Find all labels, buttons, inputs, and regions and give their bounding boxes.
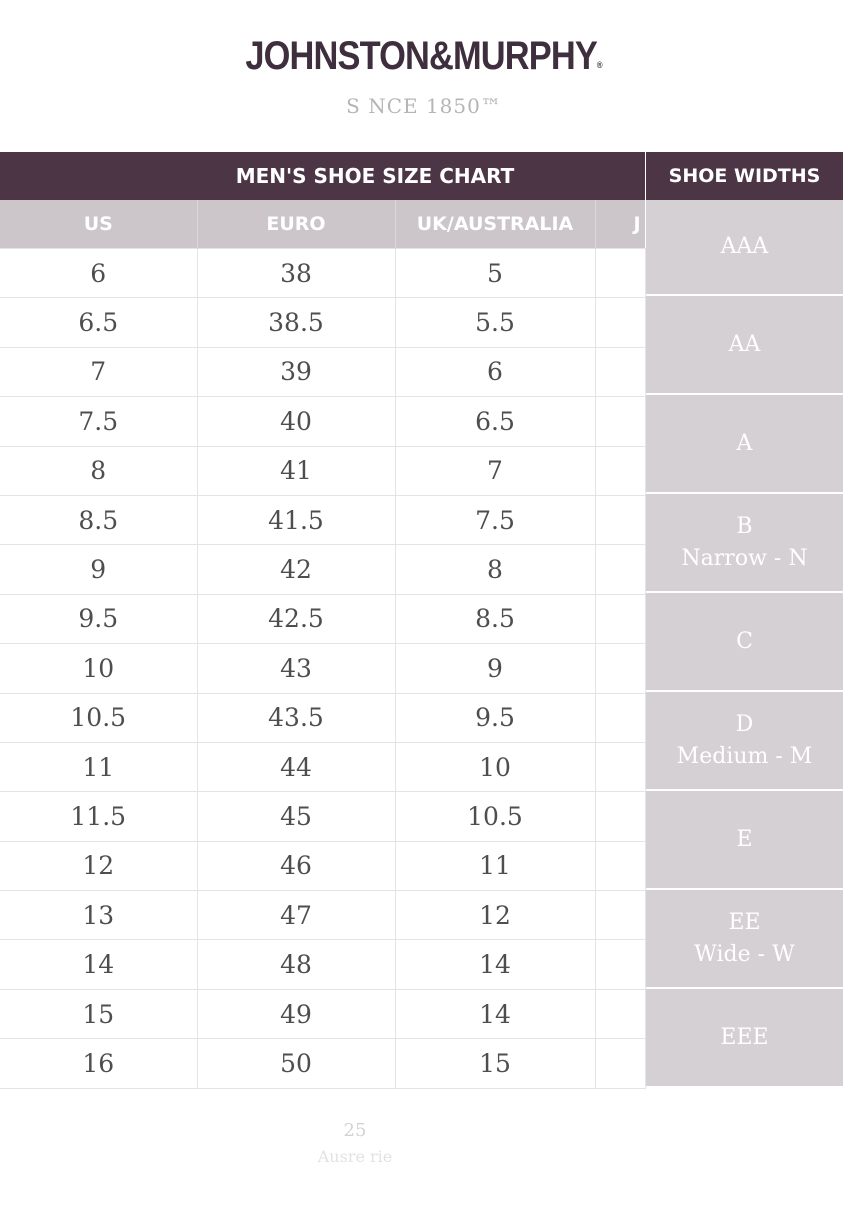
size-chart-body bbox=[0, 249, 645, 1089]
column-header-japan: J bbox=[595, 200, 645, 249]
table-row bbox=[0, 594, 645, 643]
table-row bbox=[0, 545, 645, 594]
size-cell-euro: 42 bbox=[197, 545, 395, 594]
width-code: EEE bbox=[720, 1024, 769, 1050]
size-cell-us: 16 bbox=[0, 1039, 197, 1088]
width-label: Medium - M bbox=[676, 743, 813, 769]
size-cell-japan bbox=[595, 545, 645, 594]
size-cell-uk-australia: 10 bbox=[395, 742, 595, 791]
table-row bbox=[0, 249, 645, 298]
size-cell-us: 6.5 bbox=[0, 298, 197, 347]
size-cell-us: 14 bbox=[0, 940, 197, 989]
table-row bbox=[0, 792, 645, 841]
size-cell-japan bbox=[595, 397, 645, 446]
size-cell-us: 11.5 bbox=[0, 792, 197, 841]
size-cell-euro: 39 bbox=[197, 347, 395, 396]
size-cell-japan bbox=[595, 989, 645, 1038]
table-row bbox=[0, 298, 645, 347]
width-block bbox=[646, 494, 843, 593]
size-cell-euro: 45 bbox=[197, 792, 395, 841]
width-code: AA bbox=[728, 331, 761, 357]
size-cell-uk-australia: 9 bbox=[395, 644, 595, 693]
table-row bbox=[0, 989, 645, 1038]
registered-mark: ® bbox=[596, 60, 603, 70]
size-cell-japan bbox=[595, 792, 645, 841]
size-cell-euro: 40 bbox=[197, 397, 395, 446]
size-cell-uk-australia: 7.5 bbox=[395, 495, 595, 544]
table-row bbox=[0, 841, 645, 890]
size-cell-japan bbox=[595, 891, 645, 940]
size-cell-uk-australia: 6.5 bbox=[395, 397, 595, 446]
page-footer bbox=[0, 1118, 710, 1170]
brand-tagline: S NCE 1850™ bbox=[346, 94, 502, 118]
size-cell-uk-australia: 11 bbox=[395, 841, 595, 890]
width-code: EE bbox=[728, 909, 761, 935]
size-cell-uk-australia: 15 bbox=[395, 1039, 595, 1088]
size-cell-uk-australia: 5.5 bbox=[395, 298, 595, 347]
size-cell-us: 7.5 bbox=[0, 397, 197, 446]
brand-name: JOHNSTON&MURPHY bbox=[245, 34, 597, 78]
table-row bbox=[0, 644, 645, 693]
size-cell-japan bbox=[595, 249, 645, 298]
size-cell-us: 6 bbox=[0, 249, 197, 298]
size-cell-euro: 46 bbox=[197, 841, 395, 890]
size-cell-uk-australia: 6 bbox=[395, 347, 595, 396]
size-cell-euro: 38.5 bbox=[197, 298, 395, 347]
size-cell-japan bbox=[595, 644, 645, 693]
size-cell-japan bbox=[595, 446, 645, 495]
size-cell-uk-australia: 8 bbox=[395, 545, 595, 594]
width-block bbox=[646, 890, 843, 989]
size-cell-uk-australia: 10.5 bbox=[395, 792, 595, 841]
size-cell-euro: 47 bbox=[197, 891, 395, 940]
size-cell-japan bbox=[595, 1039, 645, 1088]
table-row bbox=[0, 397, 645, 446]
width-block bbox=[646, 395, 843, 494]
width-label: Narrow - N bbox=[681, 545, 808, 571]
brand-logo bbox=[59, 34, 788, 79]
size-cell-us: 11 bbox=[0, 742, 197, 791]
size-cell-us: 13 bbox=[0, 891, 197, 940]
size-cell-euro: 38 bbox=[197, 249, 395, 298]
size-cell-japan bbox=[595, 495, 645, 544]
size-cell-us: 8.5 bbox=[0, 495, 197, 544]
size-cell-us: 10.5 bbox=[0, 693, 197, 742]
width-code: B bbox=[736, 513, 753, 539]
size-cell-euro: 41.5 bbox=[197, 495, 395, 544]
size-chart-title: MEN'S SHOE SIZE CHART bbox=[0, 152, 645, 200]
table-row bbox=[0, 693, 645, 742]
width-code: E bbox=[736, 826, 753, 852]
size-cell-japan bbox=[595, 693, 645, 742]
table-row bbox=[0, 1039, 645, 1088]
size-cell-japan bbox=[595, 298, 645, 347]
size-cell-us: 12 bbox=[0, 841, 197, 890]
table-row bbox=[0, 347, 645, 396]
width-block bbox=[646, 989, 843, 1086]
size-cell-uk-australia: 14 bbox=[395, 989, 595, 1038]
size-cell-us: 9.5 bbox=[0, 594, 197, 643]
size-cell-us: 10 bbox=[0, 644, 197, 693]
size-cell-us: 8 bbox=[0, 446, 197, 495]
size-cell-euro: 48 bbox=[197, 940, 395, 989]
table-row bbox=[0, 891, 645, 940]
size-cell-euro: 50 bbox=[197, 1039, 395, 1088]
size-cell-uk-australia: 5 bbox=[395, 249, 595, 298]
size-cell-euro: 42.5 bbox=[197, 594, 395, 643]
size-cell-us: 7 bbox=[0, 347, 197, 396]
page-number: 25 bbox=[343, 1120, 367, 1141]
size-cell-uk-australia: 9.5 bbox=[395, 693, 595, 742]
size-cell-uk-australia: 8.5 bbox=[395, 594, 595, 643]
size-cell-euro: 43.5 bbox=[197, 693, 395, 742]
size-cell-uk-australia: 7 bbox=[395, 446, 595, 495]
size-cell-uk-australia: 14 bbox=[395, 940, 595, 989]
shoe-widths-list bbox=[646, 200, 843, 1086]
width-code: AAA bbox=[720, 234, 769, 259]
size-chart-title-row bbox=[0, 152, 645, 200]
width-code: A bbox=[736, 430, 753, 456]
column-header-row bbox=[0, 200, 645, 249]
size-cell-us: 15 bbox=[0, 989, 197, 1038]
size-cell-euro: 49 bbox=[197, 989, 395, 1038]
table-row bbox=[0, 742, 645, 791]
width-code: C bbox=[736, 628, 753, 654]
size-cell-euro: 44 bbox=[197, 742, 395, 791]
size-cell-japan bbox=[595, 347, 645, 396]
table-row bbox=[0, 940, 645, 989]
shoe-widths-panel bbox=[646, 152, 843, 1086]
footer-text: Ausre rie bbox=[317, 1147, 393, 1166]
size-cell-japan bbox=[595, 940, 645, 989]
table-row bbox=[0, 495, 645, 544]
width-block bbox=[646, 296, 843, 395]
width-block bbox=[646, 692, 843, 791]
size-cell-uk-australia: 12 bbox=[395, 891, 595, 940]
shoe-widths-header: SHOE WIDTHS bbox=[646, 152, 843, 200]
width-block bbox=[646, 200, 843, 296]
size-cell-japan bbox=[595, 742, 645, 791]
column-header-euro: EURO bbox=[197, 200, 395, 249]
size-cell-euro: 41 bbox=[197, 446, 395, 495]
size-chart-table bbox=[0, 152, 646, 1089]
width-block bbox=[646, 593, 843, 692]
width-code: D bbox=[735, 711, 754, 737]
size-cell-japan bbox=[595, 594, 645, 643]
column-header-uk-australia: UK/AUSTRALIA bbox=[395, 200, 595, 249]
width-block bbox=[646, 791, 843, 890]
size-cell-japan bbox=[595, 841, 645, 890]
size-cell-euro: 43 bbox=[197, 644, 395, 693]
column-header-us: US bbox=[0, 200, 197, 249]
size-cell-us: 9 bbox=[0, 545, 197, 594]
table-row bbox=[0, 446, 645, 495]
width-label: Wide - W bbox=[694, 941, 795, 967]
